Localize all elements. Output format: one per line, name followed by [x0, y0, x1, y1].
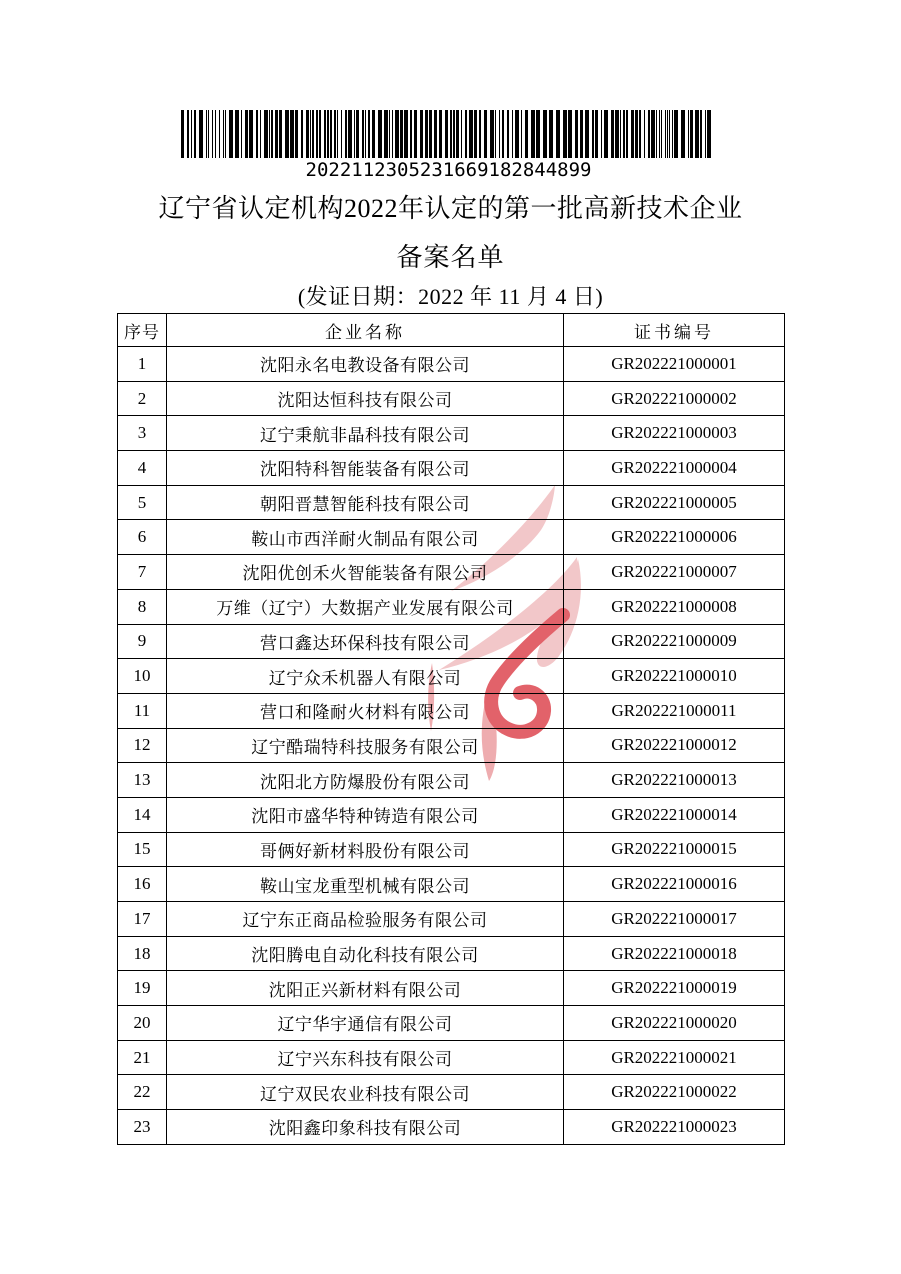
cell-cert: GR202221000019: [564, 971, 785, 1006]
cell-no: 8: [118, 589, 167, 624]
cell-company: 营口鑫达环保科技有限公司: [167, 624, 564, 659]
cell-company: 鞍山市西洋耐火制品有限公司: [167, 520, 564, 555]
cell-no: 23: [118, 1110, 167, 1145]
header-serial-number: 序号: [118, 314, 167, 347]
cell-company: 辽宁秉航非晶科技有限公司: [167, 416, 564, 451]
cell-no: 1: [118, 347, 167, 382]
table-row: [118, 485, 785, 520]
table-row: [118, 902, 785, 937]
table-header-row: [118, 314, 785, 347]
cell-company: 沈阳正兴新材料有限公司: [167, 971, 564, 1006]
table-row: [118, 693, 785, 728]
cell-cert: GR202221000012: [564, 728, 785, 763]
cell-company: 沈阳腾电自动化科技有限公司: [167, 936, 564, 971]
cell-no: 9: [118, 624, 167, 659]
cell-no: 5: [118, 485, 167, 520]
table-row: [118, 1075, 785, 1110]
cell-no: 4: [118, 451, 167, 486]
table-body: [118, 347, 785, 1145]
cell-company: 沈阳永名电教设备有限公司: [167, 347, 564, 382]
cell-no: 13: [118, 763, 167, 798]
cell-no: 2: [118, 381, 167, 416]
cell-no: 6: [118, 520, 167, 555]
cell-cert: GR202221000010: [564, 659, 785, 694]
cell-cert: GR202221000007: [564, 555, 785, 590]
cell-cert: GR202221000008: [564, 589, 785, 624]
cell-cert: GR202221000011: [564, 693, 785, 728]
barcode: [181, 110, 716, 181]
cell-company: 辽宁兴东科技有限公司: [167, 1040, 564, 1075]
cell-cert: GR202221000022: [564, 1075, 785, 1110]
issue-date-line: (发证日期：2022 年 11 月 4 日): [297, 284, 604, 309]
table-row: [118, 763, 785, 798]
cell-company: 沈阳优创禾火智能装备有限公司: [167, 555, 564, 590]
table-row: [118, 451, 785, 486]
table-row: [118, 347, 785, 382]
page-title: 辽宁省认定机构2022年认定的第一批高新技术企业: [158, 194, 743, 223]
cell-no: 22: [118, 1075, 167, 1110]
cell-no: 11: [118, 693, 167, 728]
cell-no: 15: [118, 832, 167, 867]
header-company-name: 企业名称: [167, 314, 564, 347]
table-row: [118, 1040, 785, 1075]
cell-company: 辽宁众禾机器人有限公司: [167, 659, 564, 694]
table-row: [118, 520, 785, 555]
cell-cert: GR202221000003: [564, 416, 785, 451]
cell-cert: GR202221000013: [564, 763, 785, 798]
cell-cert: GR202221000002: [564, 381, 785, 416]
cell-no: 12: [118, 728, 167, 763]
cell-company: 万维（辽宁）大数据产业发展有限公司: [167, 589, 564, 624]
header-certificate-number: 证书编号: [564, 314, 785, 347]
cell-company: 哥俩好新材料股份有限公司: [167, 832, 564, 867]
cell-cert: GR202221000016: [564, 867, 785, 902]
cell-no: 10: [118, 659, 167, 694]
cell-company: 辽宁华宇通信有限公司: [167, 1006, 564, 1041]
table-row: [118, 832, 785, 867]
table-row: [118, 381, 785, 416]
cell-company: 辽宁东正商品检验服务有限公司: [167, 902, 564, 937]
cell-company: 营口和隆耐火材料有限公司: [167, 693, 564, 728]
table-row: [118, 936, 785, 971]
cell-cert: GR202221000018: [564, 936, 785, 971]
cell-no: 16: [118, 867, 167, 902]
cell-company: 辽宁酷瑞特科技服务有限公司: [167, 728, 564, 763]
table-row: [118, 971, 785, 1006]
cell-company: 沈阳鑫印象科技有限公司: [167, 1110, 564, 1145]
cell-cert: GR202221000017: [564, 902, 785, 937]
cell-cert: GR202221000006: [564, 520, 785, 555]
table-row: [118, 728, 785, 763]
cell-company: 朝阳晋慧智能科技有限公司: [167, 485, 564, 520]
cell-cert: GR202221000023: [564, 1110, 785, 1145]
table-row: [118, 1006, 785, 1041]
cell-cert: GR202221000020: [564, 1006, 785, 1041]
barcode-number: 2022112305231669182844899: [305, 159, 592, 181]
cell-cert: GR202221000021: [564, 1040, 785, 1075]
cell-no: 17: [118, 902, 167, 937]
cell-company: 沈阳市盛华特种铸造有限公司: [167, 797, 564, 832]
cell-no: 21: [118, 1040, 167, 1075]
cell-cert: GR202221000004: [564, 451, 785, 486]
cell-cert: GR202221000014: [564, 797, 785, 832]
table-row: [118, 555, 785, 590]
companies-table: [117, 313, 785, 1145]
cell-no: 7: [118, 555, 167, 590]
cell-no: 3: [118, 416, 167, 451]
cell-cert: GR202221000015: [564, 832, 785, 867]
page-subtitle: 备案名单: [396, 243, 505, 272]
table-row: [118, 624, 785, 659]
barcode-bars-image: [181, 110, 716, 158]
cell-no: 19: [118, 971, 167, 1006]
cell-cert: GR202221000001: [564, 347, 785, 382]
cell-cert: GR202221000009: [564, 624, 785, 659]
cell-no: 18: [118, 936, 167, 971]
table-row: [118, 797, 785, 832]
cell-company: 鞍山宝龙重型机械有限公司: [167, 867, 564, 902]
cell-company: 辽宁双民农业科技有限公司: [167, 1075, 564, 1110]
table-row: [118, 867, 785, 902]
cell-company: 沈阳特科智能装备有限公司: [167, 451, 564, 486]
table-row: [118, 416, 785, 451]
table-row: [118, 1110, 785, 1145]
cell-company: 沈阳达恒科技有限公司: [167, 381, 564, 416]
table-row: [118, 659, 785, 694]
cell-company: 沈阳北方防爆股份有限公司: [167, 763, 564, 798]
cell-no: 14: [118, 797, 167, 832]
cell-cert: GR202221000005: [564, 485, 785, 520]
table-row: [118, 589, 785, 624]
cell-no: 20: [118, 1006, 167, 1041]
